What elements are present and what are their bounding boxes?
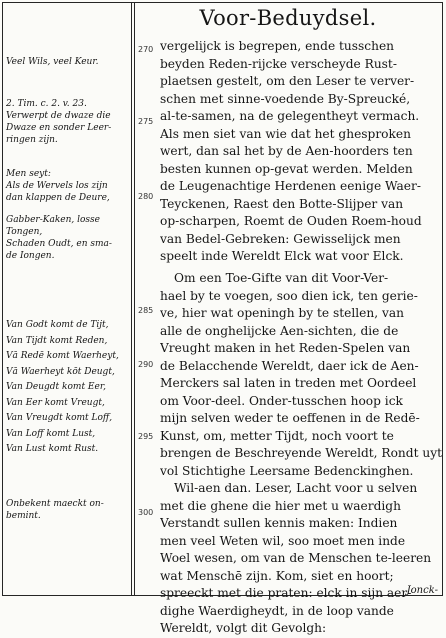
margin-note-line: Van Vreugdt komt Loff, — [6, 413, 113, 423]
margin-note-line: Verwerpt de dwaze die — [6, 111, 111, 121]
text-line: Wil-aen dan. Leser, Lacht voor u selven — [174, 481, 418, 495]
text-line: speelt inde Wereldt Elck wat voor Elck. — [160, 249, 404, 263]
line-number: 270 — [138, 45, 154, 54]
text-line: wert, dan sal het by de Aen-hoorders ten — [160, 144, 413, 158]
text-line: dighe Waerdigheydt, in de loop vande — [160, 603, 394, 618]
text-line: hael by te voegen, soo dien ick, ten gerie- — [160, 288, 418, 303]
margin-note-line: Tongen, — [6, 227, 43, 237]
margin-note-line: Dwaze en sonder Leer- — [6, 123, 112, 133]
text-line: met die ghene die hier met u waerdigh — [160, 498, 401, 513]
margin-note-line: Van Deugdt komt Eer, — [6, 382, 106, 392]
paragraph — [160, 38, 442, 266]
margin-note-line: Van Eer komt Vreugt, — [6, 397, 105, 408]
text-line: van Bedel-Gebreken: Gewisselijck men — [160, 231, 401, 246]
margin-rule — [131, 2, 132, 596]
margin-note-line: 2. Tim. c. 2. v. 23. — [6, 99, 87, 109]
line-number: 280 — [138, 192, 154, 201]
page-title: Voor-Beduydsel. — [199, 6, 377, 30]
margin-note-line: Van Godt komt de Tijt, — [6, 320, 109, 330]
line-number: 300 — [138, 508, 154, 517]
text-line: al-te-samen, na de gelegentheyt vermach. — [160, 109, 420, 123]
margin-note-line: bemint. — [6, 511, 41, 521]
margin-note-line: ringen zijn. — [6, 135, 58, 145]
margin-note-line: dan klappen de Deure, — [6, 193, 110, 203]
line-number: 295 — [138, 432, 154, 441]
text-line: vergelijck is begrepen, ende tusschen — [160, 39, 395, 53]
margin-note-line: Vā Waerheyt kōt Deugt, — [6, 366, 115, 377]
catchword: Jonck- — [406, 585, 438, 596]
margin-note-line: Schaden Oudt, en sma- — [6, 239, 112, 249]
text-line: beyden Reden-rijcke verscheyde Rust- — [160, 56, 397, 71]
text-line: om Voor-deel. Onder-tusschen hoop ick — [160, 393, 403, 408]
text-line: mijn selven weder te oeffenen in de Redē- — [160, 411, 420, 425]
margin-note-line: de Iongen. — [6, 251, 55, 261]
text-line: besten kunnen op-gevat werden. Melden — [160, 161, 413, 176]
text-line: vol Stichtighe Leersame Bedenckinghen. — [160, 463, 414, 478]
text-line: ve, hier wat openingh by te stellen, van — [160, 306, 404, 320]
text-line: Woel wesen, om van de Menschen te-leeren — [160, 551, 432, 565]
text-line: men veel Weten wil, soo moet men inde — [160, 533, 406, 548]
margin-note-line: Van Loff komt Lust, — [6, 428, 96, 439]
margin-note — [6, 318, 128, 458]
text-line: Wereldt, volgt dit Gevolgh: — [160, 621, 327, 635]
text-line: Merckers sal laten in treden met Oordeel — [160, 376, 417, 390]
text-line: de Leugenachtige Herdenen eenige Waer- — [160, 179, 421, 193]
margin-note-line: Onbekent maeckt on- — [6, 499, 104, 509]
margin-note-line: Veel Wils, veel Keur. — [6, 57, 99, 67]
paragraph — [160, 270, 442, 638]
margin-rule-inner — [134, 2, 135, 596]
margin-note — [6, 498, 128, 522]
line-number: 275 — [138, 117, 154, 126]
text-line: alle de onghelijcke Aen-sichten, die de — [160, 323, 399, 338]
text-line: Om een Toe-Gifte van dit Voor-Ver- — [174, 271, 389, 285]
margin-note-line: Van Lust komt Rust. — [6, 444, 99, 454]
text-line: spreeckt met die praten: elck in sijn aer- — [160, 586, 412, 600]
margin-note-line: Vā Redē komt Waerheyt, — [6, 351, 119, 361]
text-line: schen met sinne-voedende By-Sprеucké, — [160, 91, 411, 106]
text-line: plaetsen gestelt, om den Leser te verver- — [160, 74, 415, 88]
margin-note — [6, 168, 128, 204]
margin-note-line: Men seyt: — [6, 169, 51, 179]
text-line: op-scharpen, Roemt de Ouden Roem-houd — [160, 214, 422, 228]
text-line: Verstandt sullen kennis maken: Indien — [160, 516, 398, 530]
margin-note-line: Als de Wervels los zijn — [6, 181, 108, 191]
line-number: 290 — [138, 360, 154, 369]
margin-note — [6, 98, 128, 146]
margin-note — [6, 214, 128, 262]
text-line: Vreught maken in het Reden-Spelen van — [160, 341, 411, 355]
line-number: 285 — [138, 306, 154, 315]
margin-note — [6, 56, 128, 68]
text-line: Kunst, om, metter Tijdt, noch voort te — [160, 428, 394, 443]
margin-note-line: Gabber-Kaken, losse — [6, 215, 100, 225]
text-line: Teyckenen, Raest den Botte-Slijper van — [160, 196, 404, 211]
text-line: de Belacchende Wereldt, daer ick de Aen- — [160, 358, 419, 373]
text-line: wat Menschē zijn. Kom, siet en hoort; — [160, 568, 394, 583]
text-line: Als men siet van wie dat het ghesproken — [160, 126, 411, 141]
margin-note-line: Van Tijdt komt Reden, — [6, 335, 108, 346]
text-line: brengen de Beschreyende Wereldt, Rondt uyt — [160, 446, 442, 460]
